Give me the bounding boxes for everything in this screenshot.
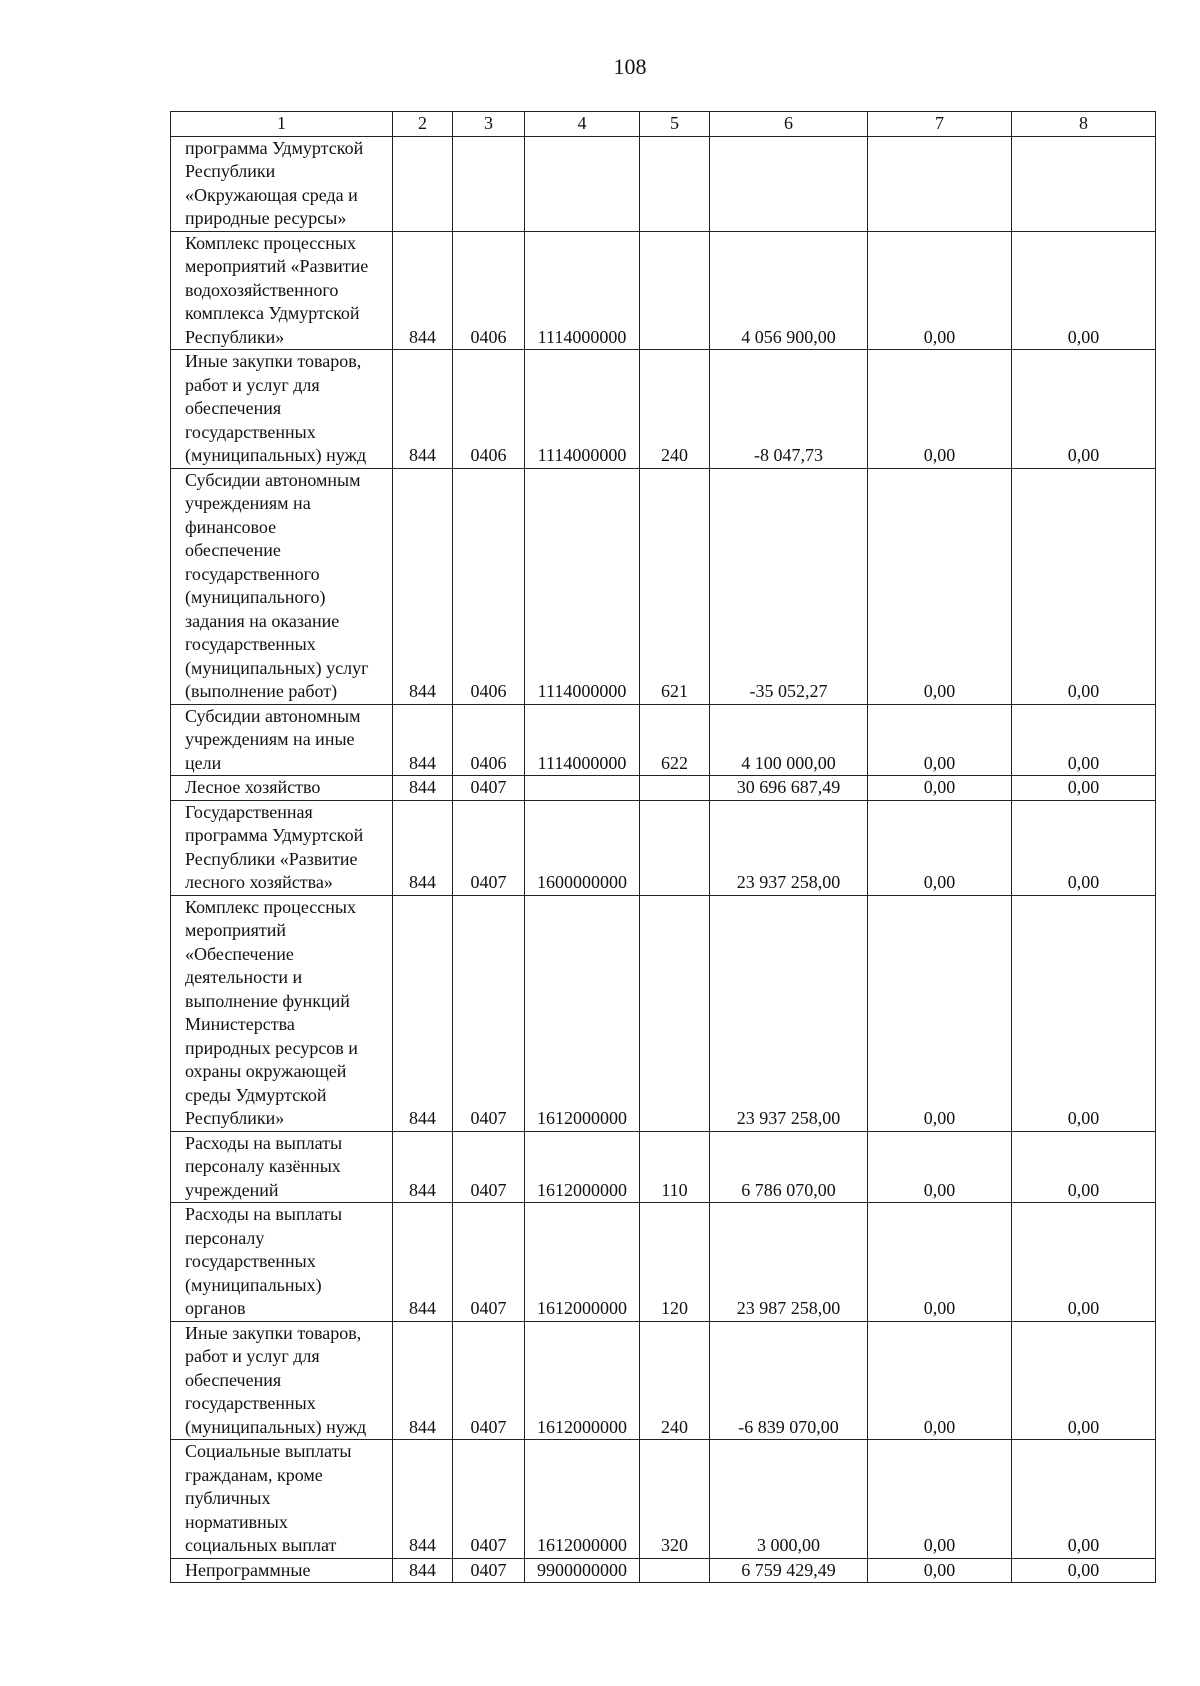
table-row xyxy=(171,1558,1156,1583)
row-name-cell: Иные закупки товаров, работ и услуг для обеспечения государственных (муниципальных) нужд xyxy=(171,350,393,469)
chapter-code-cell: 844 xyxy=(393,776,453,801)
row-name-cell: Расходы на выплаты персоналу государственных (муниципальных) органов xyxy=(171,1203,393,1322)
chapter-code-cell: 844 xyxy=(393,1131,453,1203)
section-code-cell: 0406 xyxy=(453,350,525,469)
chapter-code-cell: 844 xyxy=(393,800,453,895)
target-article-cell: 1612000000 xyxy=(525,1203,640,1322)
header-row xyxy=(171,112,1156,137)
row-name-cell: Комплекс процессных мероприятий «Развитие водохозяйственного комплекса Удмуртской Республики» xyxy=(171,231,393,350)
amount-col8-cell: 0,00 xyxy=(1012,800,1156,895)
amount-cell: 23 987 258,00 xyxy=(710,1203,868,1322)
expense-type-cell xyxy=(640,776,710,801)
row-name-cell: программа Удмуртской Республики «Окружающая среда и природные ресурсы» xyxy=(171,136,393,231)
amount-cell: 4 100 000,00 xyxy=(710,704,868,776)
row-name-cell: Государственная программа Удмуртской Республики «Развитие лесного хозяйства» xyxy=(171,800,393,895)
target-article-cell: 1612000000 xyxy=(525,1321,640,1440)
target-article-cell: 1612000000 xyxy=(525,1131,640,1203)
table-row xyxy=(171,1440,1156,1559)
section-code-cell: 0407 xyxy=(453,776,525,801)
expense-type-cell: 621 xyxy=(640,468,710,704)
table-row xyxy=(171,776,1156,801)
amount-col7-cell: 0,00 xyxy=(868,895,1012,1131)
section-code-cell: 0407 xyxy=(453,895,525,1131)
page-number: 108 xyxy=(613,54,647,79)
amount-col7-cell: 0,00 xyxy=(868,704,1012,776)
column-header-4: 4 xyxy=(525,112,640,137)
target-article-cell: 1600000000 xyxy=(525,800,640,895)
amount-col7-cell: 0,00 xyxy=(868,350,1012,469)
amount-col8-cell: 0,00 xyxy=(1012,895,1156,1131)
amount-col8-cell: 0,00 xyxy=(1012,1131,1156,1203)
amount-col8-cell: 0,00 xyxy=(1012,704,1156,776)
chapter-code-cell: 844 xyxy=(393,704,453,776)
amount-cell: -6 839 070,00 xyxy=(710,1321,868,1440)
amount-col8-cell: 0,00 xyxy=(1012,1440,1156,1559)
amount-cell: 23 937 258,00 xyxy=(710,895,868,1131)
budget-table xyxy=(170,111,1156,1583)
amount-cell: 4 056 900,00 xyxy=(710,231,868,350)
chapter-code-cell xyxy=(393,136,453,231)
amount-col7-cell: 0,00 xyxy=(868,1203,1012,1322)
amount-cell: 6 759 429,49 xyxy=(710,1558,868,1583)
expense-type-cell xyxy=(640,1558,710,1583)
row-name-cell: Непрограммные xyxy=(171,1558,393,1583)
section-code-cell: 0407 xyxy=(453,1321,525,1440)
amount-cell xyxy=(710,136,868,231)
expense-type-cell: 240 xyxy=(640,1321,710,1440)
section-code-cell xyxy=(453,136,525,231)
amount-cell: 3 000,00 xyxy=(710,1440,868,1559)
expense-type-cell: 320 xyxy=(640,1440,710,1559)
target-article-cell: 1114000000 xyxy=(525,350,640,469)
amount-col7-cell xyxy=(868,136,1012,231)
amount-col8-cell: 0,00 xyxy=(1012,776,1156,801)
row-name-cell: Комплекс процессных мероприятий «Обеспечение деятельности и выполнение функций Министерства природных ресурсов и охраны окружающей среды Удмуртской Республики» xyxy=(171,895,393,1131)
section-code-cell: 0406 xyxy=(453,468,525,704)
row-name-cell: Социальные выплаты гражданам, кроме публичных нормативных социальных выплат xyxy=(171,1440,393,1559)
chapter-code-cell: 844 xyxy=(393,468,453,704)
row-name-cell: Субсидии автономным учреждениям на финансовое обеспечение государственного (муниципального) задания на оказание государственных (муниципальных) услуг (выполнение работ) xyxy=(171,468,393,704)
amount-col7-cell: 0,00 xyxy=(868,231,1012,350)
table-body xyxy=(171,136,1156,1583)
amount-cell: -8 047,73 xyxy=(710,350,868,469)
amount-col7-cell: 0,00 xyxy=(868,1440,1012,1559)
table-row xyxy=(171,1321,1156,1440)
chapter-code-cell: 844 xyxy=(393,1558,453,1583)
target-article-cell: 9900000000 xyxy=(525,1558,640,1583)
expense-type-cell xyxy=(640,895,710,1131)
expense-type-cell: 240 xyxy=(640,350,710,469)
row-name-cell: Лесное хозяйство xyxy=(171,776,393,801)
amount-cell: 30 696 687,49 xyxy=(710,776,868,801)
column-header-8: 8 xyxy=(1012,112,1156,137)
amount-col8-cell: 0,00 xyxy=(1012,350,1156,469)
section-code-cell: 0406 xyxy=(453,704,525,776)
target-article-cell xyxy=(525,136,640,231)
amount-col8-cell: 0,00 xyxy=(1012,1321,1156,1440)
target-article-cell: 1114000000 xyxy=(525,704,640,776)
column-header-1: 1 xyxy=(171,112,393,137)
chapter-code-cell: 844 xyxy=(393,231,453,350)
target-article-cell: 1612000000 xyxy=(525,895,640,1131)
amount-col8-cell: 0,00 xyxy=(1012,231,1156,350)
target-article-cell: 1114000000 xyxy=(525,231,640,350)
amount-col7-cell: 0,00 xyxy=(868,1558,1012,1583)
target-article-cell xyxy=(525,776,640,801)
chapter-code-cell: 844 xyxy=(393,1440,453,1559)
amount-cell: 6 786 070,00 xyxy=(710,1131,868,1203)
column-header-5: 5 xyxy=(640,112,710,137)
expense-type-cell: 622 xyxy=(640,704,710,776)
expense-type-cell xyxy=(640,231,710,350)
amount-col8-cell xyxy=(1012,136,1156,231)
table-row xyxy=(171,800,1156,895)
section-code-cell: 0407 xyxy=(453,1203,525,1322)
section-code-cell: 0407 xyxy=(453,1440,525,1559)
table-row xyxy=(171,895,1156,1131)
section-code-cell: 0407 xyxy=(453,1131,525,1203)
target-article-cell: 1612000000 xyxy=(525,1440,640,1559)
target-article-cell: 1114000000 xyxy=(525,468,640,704)
amount-col8-cell: 0,00 xyxy=(1012,468,1156,704)
amount-col7-cell: 0,00 xyxy=(868,776,1012,801)
column-header-2: 2 xyxy=(393,112,453,137)
expense-type-cell: 110 xyxy=(640,1131,710,1203)
chapter-code-cell: 844 xyxy=(393,895,453,1131)
column-header-6: 6 xyxy=(710,112,868,137)
table-row xyxy=(171,704,1156,776)
section-code-cell: 0407 xyxy=(453,800,525,895)
column-header-3: 3 xyxy=(453,112,525,137)
amount-cell: -35 052,27 xyxy=(710,468,868,704)
table-row xyxy=(171,468,1156,704)
section-code-cell: 0406 xyxy=(453,231,525,350)
table-row xyxy=(171,1203,1156,1322)
amount-col7-cell: 0,00 xyxy=(868,468,1012,704)
table-row xyxy=(171,350,1156,469)
column-header-7: 7 xyxy=(868,112,1012,137)
amount-col8-cell: 0,00 xyxy=(1012,1203,1156,1322)
table-row xyxy=(171,231,1156,350)
row-name-cell: Расходы на выплаты персоналу казённых учреждений xyxy=(171,1131,393,1203)
table-row xyxy=(171,1131,1156,1203)
amount-col8-cell: 0,00 xyxy=(1012,1558,1156,1583)
row-name-cell: Субсидии автономным учреждениям на иные цели xyxy=(171,704,393,776)
expense-type-cell: 120 xyxy=(640,1203,710,1322)
expense-type-cell xyxy=(640,800,710,895)
amount-col7-cell: 0,00 xyxy=(868,1321,1012,1440)
row-name-cell: Иные закупки товаров, работ и услуг для обеспечения государственных (муниципальных) нужд xyxy=(171,1321,393,1440)
amount-col7-cell: 0,00 xyxy=(868,800,1012,895)
chapter-code-cell: 844 xyxy=(393,1203,453,1322)
chapter-code-cell: 844 xyxy=(393,1321,453,1440)
table-row xyxy=(171,136,1156,231)
amount-col7-cell: 0,00 xyxy=(868,1131,1012,1203)
chapter-code-cell: 844 xyxy=(393,350,453,469)
section-code-cell: 0407 xyxy=(453,1558,525,1583)
amount-cell: 23 937 258,00 xyxy=(710,800,868,895)
expense-type-cell xyxy=(640,136,710,231)
